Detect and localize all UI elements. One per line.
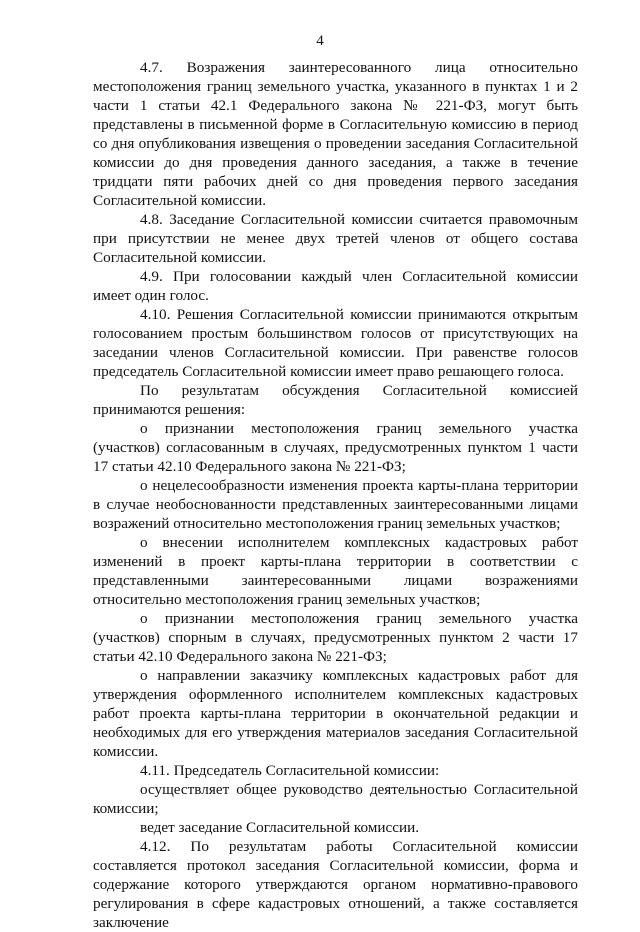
paragraph-4-8: 4.8. Заседание Согласительной комиссии считается правомочным при присутствии не менее двух третей членов от общего состава Согласительной комиссии. bbox=[93, 211, 578, 266]
paragraph-4-10: 4.10. Решения Согласительной комиссии принимаются открытым голосованием простым большинством голосов от присутствующих на заседании членов Согласительной комиссии. При равенстве голосов председатель Согласительной комиссии имеет право решающего голоса. bbox=[93, 306, 578, 380]
paragraph-decision-send: о направлении заказчику комплексных кадастровых работ для утверждения оформленного исполнителем комплексных кадастровых работ проекта карты-плана территории в окончательной редакции и необходимых для его утверждения материалов заседания Согласительной комиссии. bbox=[93, 667, 578, 760]
paragraph-chair-duty-2: ведет заседание Согласительной комиссии. bbox=[140, 819, 420, 836]
paragraph-decision-inexpedient: о нецелесообразности изменения проекта карты-плана территории в случае необоснованности представленных заинтересованными лицами возражений относительно местоположения границ земельных участков; bbox=[93, 477, 578, 532]
paragraph-chair-duty-1: осуществляет общее руководство деятельностью Согласительной комиссии; bbox=[93, 781, 578, 817]
paragraph-4-9: 4.9. При голосовании каждый член Согласительной комиссии имеет один голос. bbox=[93, 268, 578, 304]
document-body bbox=[93, 58, 578, 932]
paragraph-decision-amendments: о внесении исполнителем комплексных кадастровых работ изменений в проект карты-плана территории в соответствии с представленными заинтересованными лицами возражениями относительно местоположения границ земельных участков; bbox=[93, 534, 578, 608]
paragraph-4-11: 4.11. Председатель Согласительной комиссии: bbox=[140, 762, 440, 779]
paragraph-4-12: 4.12. По результатам работы Согласительной комиссии составляется протокол заседания Согласительной комиссии, форма и содержание которого утверждаются органом нормативно-правового регулирования в сфере кадастровых отношений, а также составляется заключение bbox=[93, 838, 578, 931]
paragraph-decision-agreed: о признании местоположения границ земельного участка (участков) согласованным в случаях, предусмотренных пунктом 1 части 17 статьи 42.10 Федерального закона № 221-ФЗ; bbox=[93, 420, 578, 475]
paragraph-decisions-intro: По результатам обсуждения Согласительной комиссией принимаются решения: bbox=[93, 382, 578, 418]
paragraph-decision-disputed: о признании местоположения границ земельного участка (участков) спорным в случаях, предусмотренных пунктом 2 части 17 статьи 42.10 Федерального закона № 221-ФЗ; bbox=[93, 610, 578, 665]
page-number: 4 bbox=[316, 33, 324, 49]
paragraph-4-7: 4.7. Возражения заинтересованного лица относительно местоположения границ земельного участка, указанного в пунктах 1 и 2 части 1 статьи 42.1 Федерального закона № 221-ФЗ, могут быть представлены в письменной форме в Согласительную комиссию в период со дня опубликования извещения о проведении заседания Согласительной комиссии до дня проведения данного заседания, а также в течение тридцати пяти рабочих дней со дня проведения первого заседания Согласительной комиссии. bbox=[93, 59, 578, 209]
